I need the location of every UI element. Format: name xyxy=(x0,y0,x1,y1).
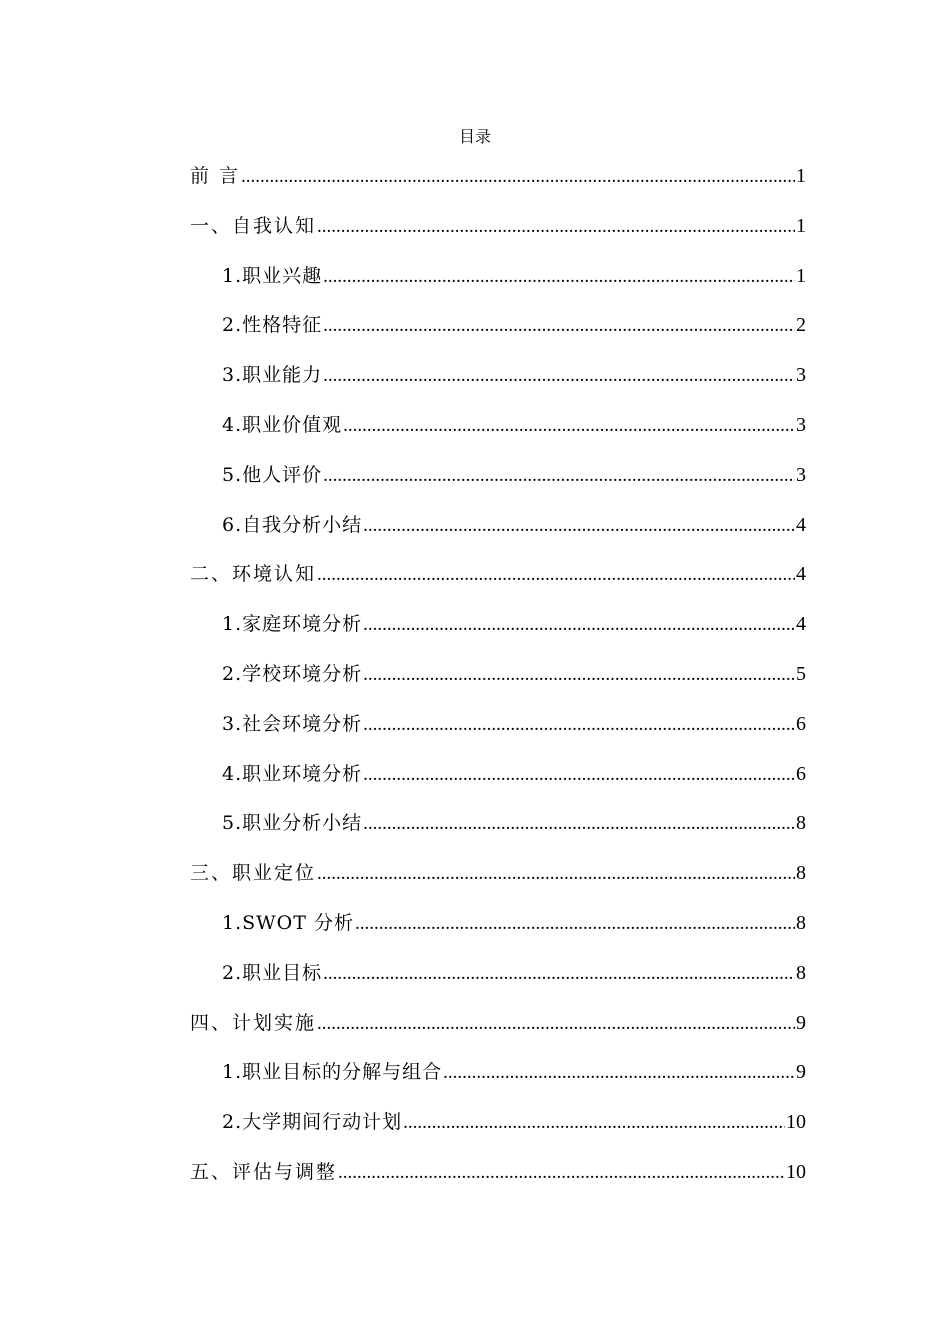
toc-page-number: 1 xyxy=(796,264,806,287)
toc-entry[interactable] xyxy=(190,409,806,459)
toc-entry-label: 2.大学期间行动计划 xyxy=(222,1111,403,1134)
toc-entry-label: 4.职业价值观 xyxy=(222,413,343,436)
toc-dot-leader xyxy=(443,1057,795,1089)
toc-entry[interactable] xyxy=(190,210,806,260)
toc-dot-leader xyxy=(323,460,795,492)
toc-entry[interactable] xyxy=(190,658,806,708)
toc-dot-leader xyxy=(317,559,795,591)
toc-page-number: 4 xyxy=(796,513,806,536)
toc-dot-leader xyxy=(363,759,795,791)
toc-page-number: 1 xyxy=(796,165,806,187)
toc-dot-leader xyxy=(338,1157,785,1189)
toc-entry-label: 5.职业分析小结 xyxy=(222,812,363,835)
toc-entry[interactable] xyxy=(190,957,806,1007)
toc-entry[interactable] xyxy=(190,807,806,857)
toc-dot-leader xyxy=(317,211,795,243)
toc-entry[interactable] xyxy=(190,1056,806,1106)
toc-entry-label: 2.职业目标 xyxy=(222,961,323,984)
toc-dot-leader xyxy=(317,1008,795,1040)
toc-entry-label: 3.职业能力 xyxy=(222,364,323,387)
toc-page-number: 3 xyxy=(796,463,806,486)
toc-page-number: 6 xyxy=(796,762,806,785)
toc-title: 目录 xyxy=(458,127,491,146)
toc-entry[interactable] xyxy=(190,260,806,310)
toc-page-number: 3 xyxy=(796,413,806,436)
toc-entry-label: 3.社会环境分析 xyxy=(222,712,363,735)
toc-dot-leader xyxy=(323,310,795,342)
table-of-contents xyxy=(190,160,806,1206)
toc-entry-label: 2.性格特征 xyxy=(222,314,323,337)
toc-entry-label: 一、自我认知 xyxy=(190,214,317,237)
toc-entry-label: 2.学校环境分析 xyxy=(222,662,363,685)
toc-entry-label: 五、评估与调整 xyxy=(190,1160,338,1183)
toc-entry[interactable] xyxy=(190,907,806,957)
toc-entry-label: 1.SWOT 分析 xyxy=(222,911,354,934)
toc-entry-label: 1.职业兴趣 xyxy=(222,264,323,287)
toc-entry[interactable] xyxy=(190,608,806,658)
toc-dot-leader xyxy=(343,410,795,442)
toc-dot-leader xyxy=(323,261,795,293)
toc-dot-leader xyxy=(323,958,795,990)
toc-dot-leader xyxy=(363,510,795,542)
toc-dot-leader xyxy=(363,659,795,691)
toc-page-number: 8 xyxy=(796,862,806,885)
toc-entry-label: 二、环境认知 xyxy=(190,563,317,586)
toc-entry-label: 前 言 xyxy=(190,165,241,187)
toc-page-number: 9 xyxy=(796,1011,806,1034)
toc-entry[interactable] xyxy=(190,1106,806,1156)
toc-entry[interactable] xyxy=(190,708,806,758)
toc-entry[interactable] xyxy=(190,758,806,808)
toc-page-number: 10 xyxy=(786,1160,806,1183)
toc-page-number: 2 xyxy=(796,314,806,337)
toc-page-number: 9 xyxy=(796,1061,806,1084)
toc-page-number: 8 xyxy=(796,812,806,835)
toc-entry[interactable] xyxy=(190,1007,806,1057)
toc-dot-leader xyxy=(323,360,795,392)
toc-entry[interactable] xyxy=(190,309,806,359)
toc-dot-leader xyxy=(355,908,795,940)
toc-dot-leader xyxy=(363,808,795,840)
toc-entry[interactable] xyxy=(190,459,806,509)
toc-entry[interactable] xyxy=(190,1156,806,1206)
toc-page-number: 4 xyxy=(796,613,806,636)
toc-page-number: 6 xyxy=(796,712,806,735)
toc-entry[interactable] xyxy=(190,857,806,907)
toc-page-number: 3 xyxy=(796,364,806,387)
toc-entry-label: 5.他人评价 xyxy=(222,463,323,486)
toc-entry-label: 三、职业定位 xyxy=(190,862,317,885)
toc-page-number: 8 xyxy=(796,911,806,934)
toc-entry-label: 四、计划实施 xyxy=(190,1011,317,1034)
toc-dot-leader xyxy=(363,609,795,641)
toc-entry-label: 6.自我分析小结 xyxy=(222,513,363,536)
toc-dot-leader xyxy=(403,1107,785,1139)
toc-dot-leader xyxy=(363,709,795,741)
toc-page-number: 5 xyxy=(796,662,806,685)
toc-entry[interactable] xyxy=(190,359,806,409)
toc-page-number: 1 xyxy=(796,214,806,237)
toc-entry[interactable] xyxy=(190,558,806,608)
toc-dot-leader xyxy=(317,858,795,890)
toc-page-number: 8 xyxy=(796,961,806,984)
toc-page-number: 4 xyxy=(796,563,806,586)
toc-entry-label: 4.职业环境分析 xyxy=(222,762,363,785)
toc-entry[interactable] xyxy=(190,160,806,210)
toc-page-number: 10 xyxy=(786,1111,806,1134)
toc-entry[interactable] xyxy=(190,509,806,559)
toc-entry-label: 1.职业目标的分解与组合 xyxy=(222,1061,443,1084)
toc-dot-leader xyxy=(241,161,795,193)
toc-entry-label: 1.家庭环境分析 xyxy=(222,613,363,636)
